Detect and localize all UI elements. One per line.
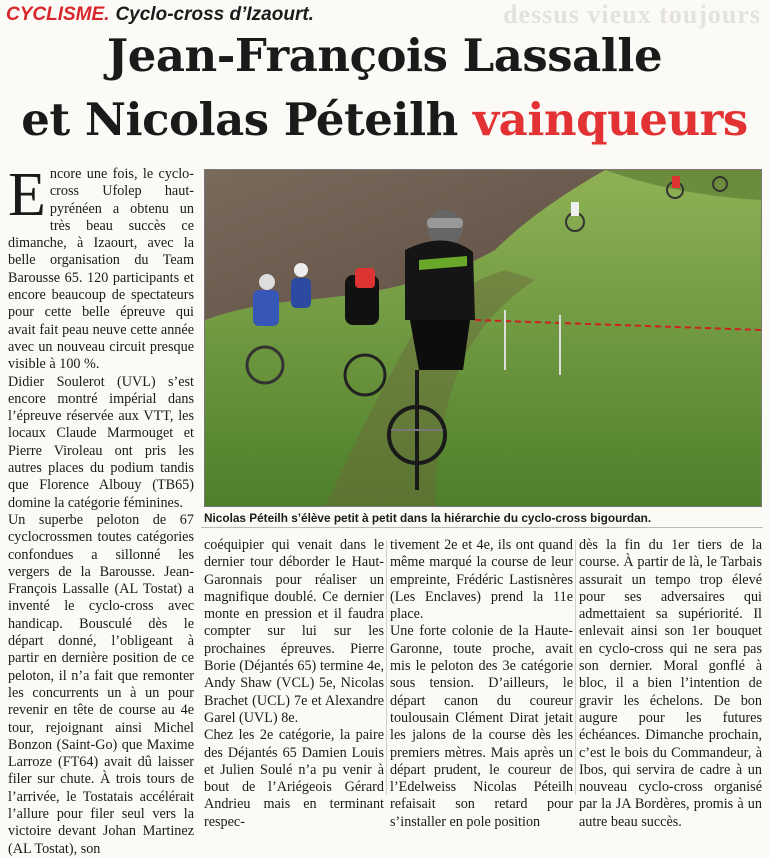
headline-line-1: Jean-François Lassalle	[106, 29, 663, 82]
caption-rule	[201, 527, 763, 528]
bleed-through-text: dessus vieux toujours	[503, 0, 761, 29]
topic-label: Cyclo-cross d’Izaourt.	[115, 4, 314, 25]
column-divider	[386, 540, 387, 795]
article-paragraph: dès la fin du 1er tiers de la course. À partir de là, le Tarbais assurait un tempo trop élevé pour ses adversaires qui admettaient sa supériorité. Il enlevait ainsi son 1er bouquet en cyclo-cross qui ne sera pas son dernier. Moral gonflé à bloc, il a bien l’intention de gravir les échelons. De bon augure pour les futures échéances. Dimanche prochain, c’est le bois du Commandeur, à Ibos, qui servira de cadre à un nouveau cyclo-cross organisé par la JA Bordères, promis à un autre beau succès.	[579, 537, 762, 830]
race-photo	[204, 169, 762, 507]
headline-prefix: et Nicolas Péteilh	[21, 93, 474, 146]
headline-accent: vainqueurs	[473, 93, 748, 146]
article-paragraph: Une forte colonie de la Haute-Garonne, toute proche, avait mis le peloton des 3e catégorie sous tension. D’ailleurs, le départ canon du coureur toulousain Clément Dirat jetait les jalons de la course dès les premiers mètres. Mais après un départ prudent, le coureur de l’Edelweiss Nicolas Péteilh refaisait son retard pour s’installer en pole position	[390, 623, 573, 830]
article-column-4	[579, 537, 762, 831]
drop-cap: E	[8, 161, 46, 229]
article-column-2	[204, 537, 384, 831]
article-paragraph: tivement 2e et 4e, ils ont quand même marqué la course de leur empreinte, Frédéric Lastisnères (Les Enclaves) prend la 11e place.	[390, 537, 573, 623]
column-divider	[575, 540, 576, 795]
article-column-3	[390, 537, 573, 831]
article-paragraph: Chez les 2e catégorie, la paire des Déjantés 65 Damien Louis et Julien Soulé n’a pu venir à bout de l’Ariégeois Gérard Andrieu mais en terminant respec-	[204, 727, 384, 830]
article-paragraph: Un superbe peloton de 67 cyclocrossmen toutes catégories confondues a sillonné les vergers de la Barousse. Jean-François Lassalle (AL Tostat) a inventé le cyclo-cross avec handicap. Bousculé dès le départ donné, l’obligeant à partir en dernière position de ce peloton, il n’a fait que remonter les concurrents un à un pour revenir en tête de course au 4e tour, rejoignant ainsi Michel Bonzon (Saint-Go) que Maxime Larroze (FT64) avait dû laisser filer sur chute. À trois tours de l’arrivée, le Tostatais accélérait l’allure pour filer seul vers la victoire devant Johan Martinez (AL Tostat), son	[8, 511, 194, 857]
article-paragraph: coéquipier qui venait dans le dernier tour déborder le Haut-Garonnais pour réaliser un magnifique doublé. Ce dernier monte en pression et il faudra compter sur lui sur les prochaines épreuves. Pierre Borie (Déjantés 65) termine 4e, Andy Shaw (VCL) 5e, Nicolas Brachet (UCL) 7e et Alexandre Garel (UVL) 8e.	[204, 537, 384, 726]
cyclocross-photo-illustration	[205, 170, 761, 506]
section-label: CYCLISME.	[6, 4, 110, 25]
article-column-1	[8, 161, 194, 858]
photo-caption: Nicolas Péteilh s’élève petit à petit dans la hiérarchie du cyclo-cross bigourdan.	[204, 511, 652, 525]
kicker	[6, 4, 314, 28]
article-paragraph: Encore une fois, le cyclo-cross Ufolep haut-pyrénéen a obtenu un très beau succès ce dimanche, à Izaourt, avec la belle organisation du Team Barousse 65. 120 participants et encore beaucoup de spectateurs pour cette belle épreuve qui avait fait peau neuve cette année avec un nouveau circuit presque visible à 100 %.	[8, 161, 194, 373]
headline-line-2	[0, 90, 769, 150]
article-paragraph: Didier Soulerot (UVL) s’est encore montré impérial dans l’épreuve réservée aux VTT, les locaux Claude Marmouget et Pierre Viroleau ont pris les autres places du podium tandis que Florence Albouy (TB65) domine la catégorie féminines.	[8, 373, 194, 511]
